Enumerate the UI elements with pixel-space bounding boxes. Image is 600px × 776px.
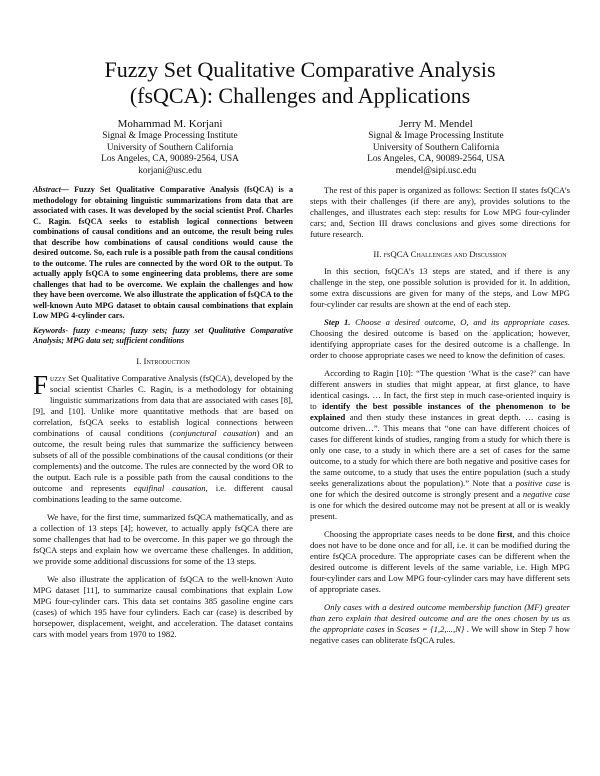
drop-word: uzzy (50, 372, 67, 383)
author-block-1 (50, 117, 290, 177)
author-affiliation: Signal & Image Processing Institute (102, 131, 238, 141)
emphasis: negative case (522, 489, 570, 499)
text-run: , i.e. different causal combinations leading to the same outcome. (33, 482, 293, 504)
author-email: korjani@usc.edu (138, 165, 202, 176)
author-name: Mohammad M. Korjani (117, 118, 223, 130)
author-name: Jerry M. Mendel (399, 118, 473, 130)
only-cases-paragraph (310, 602, 570, 646)
text-run: is one for which the desired outcome is strongly present and a (310, 478, 570, 499)
bold-word: first (497, 529, 513, 539)
author-university: University of Southern California (372, 142, 500, 153)
paper-title-line-2: (fsQCA): Challenges and Applications (129, 83, 471, 108)
ragin-quote-paragraph (310, 368, 570, 522)
text-run: . We will show in Step 7 how negative cases can obliterate fsQCA rules. (310, 624, 571, 645)
abstract-text: Fuzzy Set Qualitative Comparative Analysis (fsQCA) is a methodology for obtaining linguistic summarizations from data that are associated with cases. It was developed by the social scientist Prof. Charles C. Ragin. fsQCA seeks to establish logical connections between combinations of causal conditions and an outcome, the result being rules that describe how combinations of causal conditions would cause the desired outcome. So, each rule is a possible path from the causal conditions to the outcome. The rules are connected by the word OR to the output. To actually apply fsQCA to some engineering data problems, there are some challenges that had to be overcome. We explain the challenges and how they have been overcome. We also illustrate the application of fsQCA to the well-known Auto MPG dataset to obtain causal combinations that explain Low MPG 4-cylinder cars. (33, 185, 293, 320)
abstract-lead: Abstract— (33, 185, 69, 194)
text-run: According to Ragin [10]: “The question ‘What is the case?’ can have different answers in studies that might appear, at first glance, to have identical casings. … In fact, the first step in much case-oriented inquiry is to (310, 368, 570, 411)
intro-paragraph-1 (33, 369, 294, 505)
text-run: Choosing the desired outcome is based on the application; however, identifying appropriate cases for the desired outcome is a challenge. In order to choose appropriate cases we need to know the definition of cases. (310, 328, 570, 360)
intro-paragraph-2: We have, for the first time, summarized fsQCA mathematically, and as a collection of 13 steps [4]; however, to actually apply fsQCA there are some challenges that had to be overcome. In this paper we go through the fsQCA steps and explain how we overcame these challenges. In addition, we provide some additional discussions for some of the 13 steps. (33, 511, 293, 566)
organization-paragraph: The rest of this paper is organized as follows: Section II states fsQCA’s steps with their challenges (if there are any), provides solutions to the challenges, and illustrates each step: results for Low MPG four-cylinder cars; and, Section III draws conclusions and gives some directions for future research. (310, 185, 570, 239)
text-run: ) and an outcome, the result being rules that summarize the sufficiency between subsets of all of the possible combinations of the causal conditions (or their complements) and the outcome. The rules are connected by the word OR to the output. Each rule is a possible path from the causal conditions to the outcome and represents (33, 427, 293, 493)
author-email: mendel@sipi.usc.edu (395, 165, 477, 176)
right-column (310, 185, 570, 653)
paper-title-line-1: Fuzzy Set Qualitative Comparative Analysis (104, 57, 496, 82)
section-heading-challenges: II. fsQCA Challenges and Discussion (373, 249, 507, 259)
drop-cap: F (33, 369, 49, 400)
emphasis: positive case (515, 478, 561, 488)
author-block-2 (316, 117, 556, 177)
intro-paragraph-3: We also illustrate the application of fsQCA to the well-known Auto MPG dataset [11], to summarize causal combinations that explain Low MPG four-cylinder cars. This data set contains 385 gasoline engine cars (cases) of which 195 have four cylinders. Each car (case) is described by horsepower, displacement, weight, and acceleration. The dataset contains cars with model years from 1970 to 1982. (33, 573, 293, 639)
emphasis: Only cases with a desired outcome membership function (MF) greater than zero explain that desired outcome and are the ones chosen by us as the appropriate cases (310, 602, 570, 634)
text-run: and then study these instances in great depth. … casing is outcome driven…”. This means that “one can have different choices of cases for different kinds of studies, ranging from a study for which there is only one case, to a study in which there are a set of cases for the same outcome, to a study for which there are both negative and positive cases for the same outcome, to a study that uses the entire population (such a study seeks generalizations about the population).” Note that a (310, 412, 570, 488)
emphasis: conjunctural causation (172, 427, 257, 438)
set-notation: Scases = {1,2,...,N} (396, 624, 465, 634)
step1-paragraph (310, 317, 570, 361)
keywords: Keywords- fuzzy c-means; fuzzy sets; fuzzy set Qualitative Comparative Analysis; MPG data set; sufficient conditions (33, 325, 293, 345)
text-run: Choosing the appropriate cases needs to be done (324, 529, 498, 539)
bold-phrase: identify the best possible instances of the phenomenon to be explained (310, 401, 570, 422)
abstract (33, 185, 293, 322)
emphasis: equifinal causation (133, 482, 206, 493)
text-run: , and this choice does not have to be done once and for all, i.e. it can be modified during the entire fsQCA procedure. The appropriate cases can be different when the desired outcome is different levels of the same variable, i.e. High MPG four-cylinder cars and Low MPG four-cylinder cars may have different sets of appropriate cases. (310, 529, 571, 594)
author-address: Los Angeles, CA, 90089-2564, USA (367, 154, 505, 165)
appropriate-cases-paragraph (310, 529, 570, 595)
author-university: University of Southern California (106, 142, 234, 153)
text-run: is one for which the desired outcome may not be present at all or is weakly present. (310, 500, 570, 521)
section-heading-introduction: I. Introduction (136, 355, 190, 366)
text-run: Set Qualitative Comparative Analysis (fsQCA), developed by the social scientist Charles C. Ragin, is a methodology for obtaining linguistic summarizations from data that are associated with cases [8], [9], and [10]. Unlike more quantitative methods that are based on correlation, fsQCA seeks to establish logical connections between combinations of causal conditions ( (33, 372, 294, 438)
section2-intro-paragraph: In this section, fsQCA’s 13 steps are stated, and if there is any challenge in the step, one possible solution is provided for it. In addition, some extra discussions are given for many of the steps, and Low MPG four-cylinder car results are shown at the end of each step. (310, 266, 570, 309)
text-run: in (384, 624, 397, 634)
left-column (33, 185, 293, 647)
author-affiliation: Signal & Image Processing Institute (368, 131, 504, 141)
step-title: Choose a desired outcome, O, and its appropriate cases. (350, 317, 570, 327)
step-label: Step 1. (324, 317, 351, 327)
author-address: Los Angeles, CA, 90089-2564, USA (101, 154, 239, 165)
